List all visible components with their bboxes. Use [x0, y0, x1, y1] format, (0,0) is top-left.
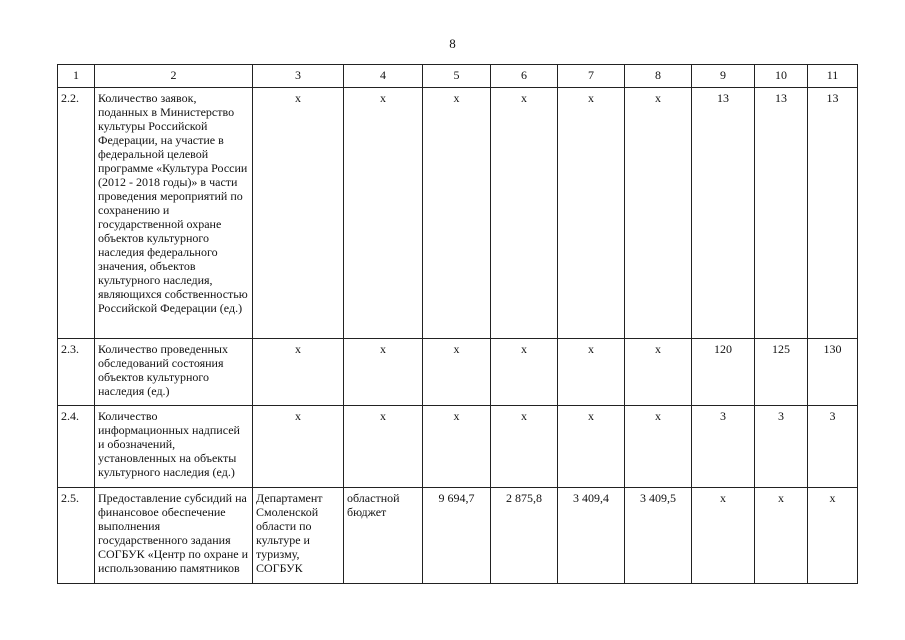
column-header: 10 [755, 65, 808, 88]
cell-total: 9 694,7 [423, 488, 491, 584]
cell-year-2: х [558, 339, 625, 406]
cell-executor: х [253, 88, 344, 339]
row-number: 2.3. [58, 339, 95, 406]
cell-indicator-2: 13 [755, 88, 808, 339]
cell-indicator-1: 13 [692, 88, 755, 339]
cell-total: х [423, 339, 491, 406]
indicator-description: Предоставление субсидий на финансовое обеспечение выполнения государственного задания СОГБУК «Центр по охране и использованию памятников [95, 488, 253, 584]
column-header: 4 [344, 65, 423, 88]
column-header: 7 [558, 65, 625, 88]
column-header: 2 [95, 65, 253, 88]
table-row [58, 488, 858, 584]
cell-source: областной бюджет [344, 488, 423, 584]
cell-year-2: 3 409,4 [558, 488, 625, 584]
table-row [58, 339, 858, 406]
indicator-description: Количество информационных надписей и обозначений, установленных на объекты культурного наследия (ед.) [95, 406, 253, 488]
column-header: 5 [423, 65, 491, 88]
cell-year-3: х [625, 406, 692, 488]
cell-year-1: 2 875,8 [491, 488, 558, 584]
cell-indicator-2: 3 [755, 406, 808, 488]
program-indicators-table [57, 64, 858, 584]
cell-indicator-2: 125 [755, 339, 808, 406]
cell-executor: х [253, 406, 344, 488]
cell-year-2: х [558, 88, 625, 339]
row-number: 2.5. [58, 488, 95, 584]
column-number-row [58, 65, 858, 88]
cell-source: х [344, 339, 423, 406]
cell-year-3: х [625, 339, 692, 406]
cell-indicator-1: 3 [692, 406, 755, 488]
cell-total: х [423, 88, 491, 339]
column-header: 6 [491, 65, 558, 88]
cell-year-2: х [558, 406, 625, 488]
cell-source: х [344, 88, 423, 339]
column-header: 8 [625, 65, 692, 88]
cell-source: х [344, 406, 423, 488]
cell-year-1: х [491, 339, 558, 406]
cell-indicator-3: 13 [808, 88, 858, 339]
cell-year-3: х [625, 88, 692, 339]
table-row [58, 406, 858, 488]
cell-indicator-1: х [692, 488, 755, 584]
cell-executor: Департамент Смоленской области по культуре и туризму, СОГБУК [253, 488, 344, 584]
page-number: 8 [449, 36, 456, 51]
cell-year-1: х [491, 88, 558, 339]
cell-executor: х [253, 339, 344, 406]
indicator-description: Количество заявок, поданных в Министерство культуры Российской Федерации, на участие в федеральной целевой программе «Культура России (2012 - 2018 годы)» в части проведения мероприятий по сохранению и государственной охране объектов культурного наследия федерального значения, объектов культурного наследия, являющихся собственностью Российской Федерации (ед.) [95, 88, 253, 339]
cell-indicator-2: х [755, 488, 808, 584]
indicator-description: Количество проведенных обследований состояния объектов культурного наследия (ед.) [95, 339, 253, 406]
row-number: 2.4. [58, 406, 95, 488]
cell-total: х [423, 406, 491, 488]
column-header: 1 [58, 65, 95, 88]
column-header: 11 [808, 65, 858, 88]
cell-indicator-3: х [808, 488, 858, 584]
table-row [58, 88, 858, 339]
cell-indicator-3: 130 [808, 339, 858, 406]
column-header: 9 [692, 65, 755, 88]
column-header: 3 [253, 65, 344, 88]
cell-indicator-1: 120 [692, 339, 755, 406]
cell-year-3: 3 409,5 [625, 488, 692, 584]
cell-year-1: х [491, 406, 558, 488]
row-number: 2.2. [58, 88, 95, 339]
cell-indicator-3: 3 [808, 406, 858, 488]
